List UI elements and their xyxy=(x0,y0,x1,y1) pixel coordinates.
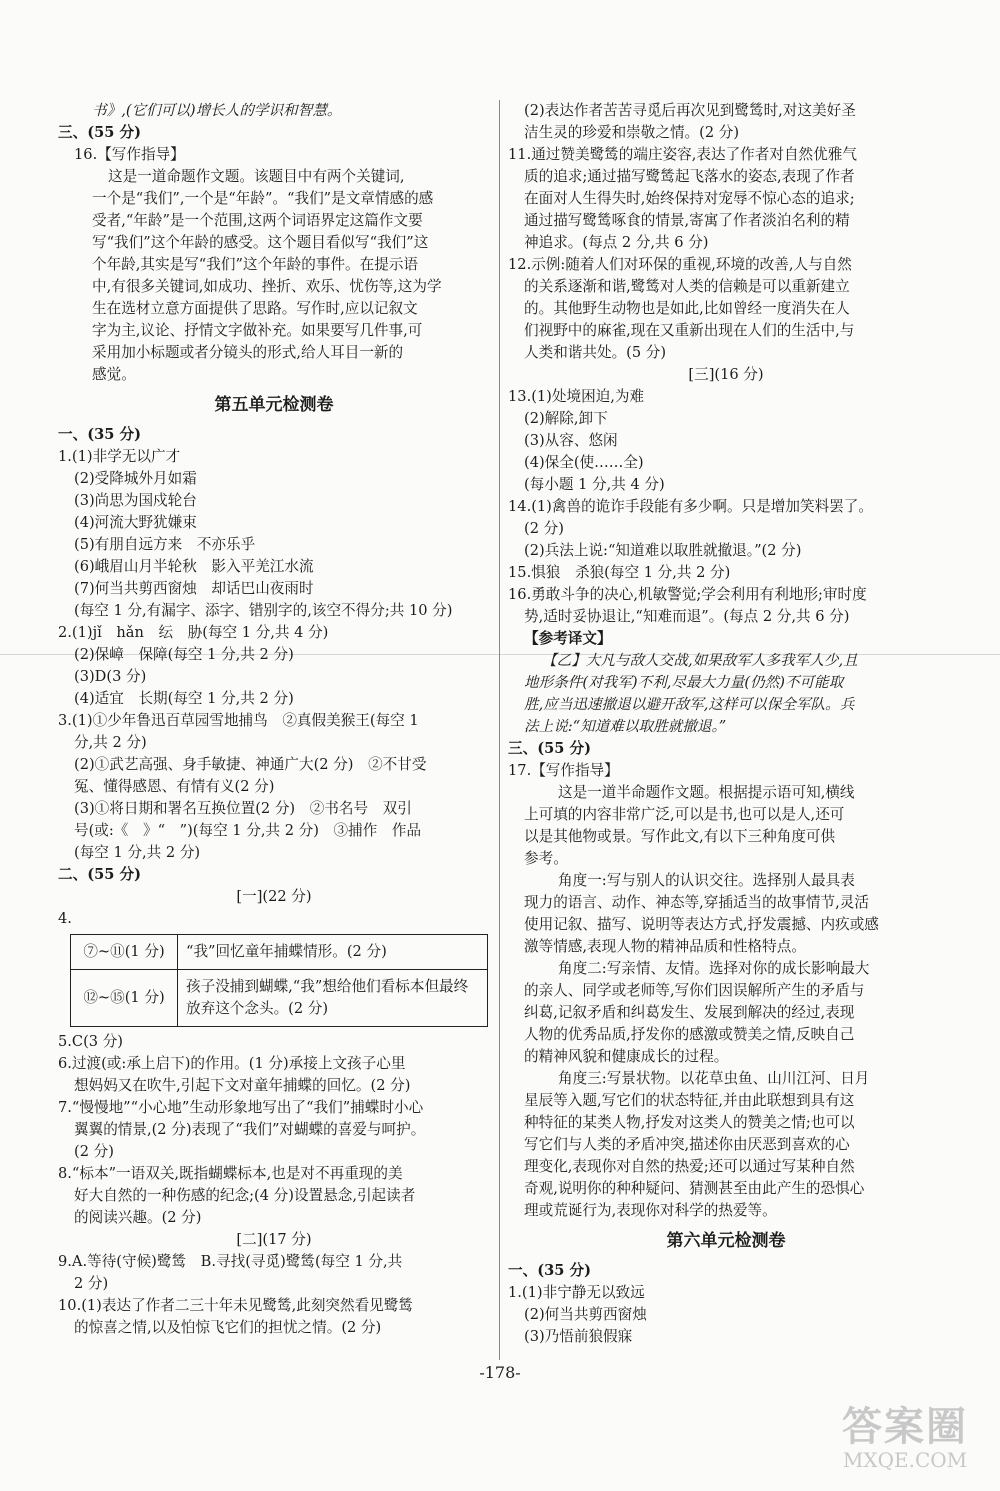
text-line: 种特征的某类人物,抒发对这类人的赞美之情;也可以 xyxy=(524,1114,855,1131)
text-line: 书》,(它们可以)增长人的学识和智慧。 xyxy=(92,102,342,119)
text-line: 这是一道命题作文题。该题目中有两个关键词, xyxy=(108,168,405,185)
text-line: (3)①将日期和署名互换位置(2 分) ②书名号 双引 xyxy=(74,800,412,817)
text-line: 的惊喜之情,以及怕惊飞它们的担忧之情。(2 分) xyxy=(74,1319,382,1336)
text-line: 人物的优秀品质,抒发你的感激或赞美之情,反映自己 xyxy=(524,1026,855,1043)
text-line: 人类和谐共处。(5 分) xyxy=(524,344,667,361)
text-line: 在面对人生得失时,始终保持对宠辱不惊心态的追求; xyxy=(524,190,855,207)
text-line: 激等情感,表现人物的精神品质和性格特点。 xyxy=(524,938,806,955)
text-line: 感觉。 xyxy=(92,366,136,383)
text-line: (2 分) xyxy=(74,1143,114,1160)
text-line: 纠葛,记叙矛盾和纠葛发生、发展到解决的经过,表现 xyxy=(524,1004,855,1021)
text-line: 的亲人、同学或老师等,写你们因误解所产生的矛盾与 xyxy=(524,982,865,999)
text-line: 二、(55 分) xyxy=(58,866,141,883)
text-line: 奇观,说明你的种种疑问、猜测甚至由此产生的恐惧心 xyxy=(524,1180,865,1197)
text-line: 【乙】大凡与敌人交战,如果敌军人多我军人少,且 xyxy=(542,652,858,669)
text-line: 生在选材立意方面提供了思路。写作时,应以记叙文 xyxy=(92,300,418,317)
text-line: 1.(1)非宁静无以致远 xyxy=(508,1284,645,1301)
text-line: (每空 1 分,共 2 分) xyxy=(74,844,201,861)
text-line: (2)兵法上说:“知道难以取胜就撤退。”(2 分) xyxy=(524,542,802,559)
text-line: 16.【写作指导】 xyxy=(74,146,185,163)
text-line: 以是其他物或景。写作此文,有以下三种角度可供 xyxy=(524,828,836,845)
text-line: 个年龄,其实是写“我们”这个年龄的事件。在提示语 xyxy=(92,256,419,273)
text-line: (2 分) xyxy=(524,520,564,537)
text-line: 好大自然的一种伤感的纪念;(4 分)设置悬念,引起读者 xyxy=(74,1187,416,1204)
text-line: 理变化,表现你对自然的热爱;还可以通过写某种自然 xyxy=(524,1158,855,1175)
text-line: 们视野中的麻雀,现在又重新出现在人们的生活中,与 xyxy=(524,322,855,339)
watermark xyxy=(820,1405,990,1471)
text-line: 2.(1)jǐ hǎn 纭 胁(每空 1 分,共 4 分) xyxy=(58,624,329,641)
text-line: (2)何当共剪西窗烛 xyxy=(524,1306,647,1323)
text-line: 三、(55 分) xyxy=(58,124,141,141)
text-line: (2)解除,卸下 xyxy=(524,410,608,427)
text-line: (3)D(3 分) xyxy=(74,668,147,685)
watermark-logo: 答案圈 xyxy=(842,1403,968,1450)
text-line: 写它们与人类的矛盾冲突,描述你由厌恶到喜欢的心 xyxy=(524,1136,850,1153)
text-line: 冤、懂得感恩、有情有义(2 分) xyxy=(74,778,275,795)
text-line: 字为主,议论、抒情文字做补充。如果要写几件事,可 xyxy=(92,322,423,339)
text-line: 角度一:写与别人的认识交往。选择别人最具表 xyxy=(558,872,855,889)
table-cell-range: ⑫~⑮(1 分) xyxy=(71,970,178,1027)
text-line: 一、(35 分) xyxy=(58,426,141,443)
text-line: 分,共 2 分) xyxy=(74,734,147,751)
text-line: 7.“慢慢地”“小心地”生动形象地写出了“我们”捕蝶时小心 xyxy=(58,1099,424,1116)
text-line: 17.【写作指导】 xyxy=(508,762,619,779)
text-line: 【参考译文】 xyxy=(524,630,612,647)
text-line: 11.通过赞美鹭鸶的端庄姿容,表达了作者对自然优雅气 xyxy=(508,146,857,163)
text-line: (2)①武艺高强、身手敏捷、神通广大(2 分) ②不甘受 xyxy=(74,756,427,773)
text-line: 翼翼的情景,(2 分)表现了“我们”对蝴蝶的喜爱与呵护。 xyxy=(74,1121,426,1138)
left-column-text-top xyxy=(58,100,490,930)
text-line: 的关系逐渐和谐,鹭鸶对人类的信赖是可以重新建立 xyxy=(524,278,850,295)
text-line: 地形条件(对我军)不利,尽最大力量(仍然)不可能取 xyxy=(524,674,844,691)
text-line: 4. xyxy=(58,910,72,927)
text-line: 3.(1)①少年鲁迅百草园雪地捕鸟 ②真假美猴王(每空 1 xyxy=(58,712,419,729)
text-line: 法上说:“知道难以取胜就撤退。” xyxy=(524,718,727,735)
text-line: 通过描写鹭鸶啄食的情景,寄寓了作者淡泊名利的精 xyxy=(524,212,850,229)
text-line: 1.(1)非学无以广才 xyxy=(58,448,181,465)
answer-table xyxy=(70,934,488,1027)
text-line: [二](17 分) xyxy=(236,1231,312,1248)
text-line: (5)有朋自远方来 不亦乐乎 xyxy=(74,536,256,553)
text-line: 角度三:写景状物。以花草虫鱼、山川江河、日月 xyxy=(558,1070,870,1087)
text-line: (4)河流大野犹嫌束 xyxy=(74,514,197,531)
section-heading: 第六单元检测卷 xyxy=(666,1231,786,1251)
text-line: 写“我们”这个年龄的感受。这个题目看似写“我们”这 xyxy=(92,234,429,251)
text-line: 一、(35 分) xyxy=(508,1262,591,1279)
text-line: 神追求。(每点 2 分,共 6 分) xyxy=(524,234,709,251)
text-line: 9.A.等待(守候)鹭鸶 B.寻找(寻觅)鹭鸶(每空 1 分,共 xyxy=(58,1253,403,1270)
watermark-url: MXQE.COM xyxy=(842,1448,968,1472)
text-line: (7)何当共剪西窗烛 却话巴山夜雨时 xyxy=(74,580,314,597)
text-line: (2)表达作者苦苦寻觅后再次见到鹭鸶时,对这美好圣 xyxy=(524,102,856,119)
table-cell-range: ⑦~⑪(1 分) xyxy=(71,935,178,970)
text-line: 质的追求;通过描写鹭鸶起飞落水的姿态,表现了作者 xyxy=(524,168,855,185)
text-line: 参考。 xyxy=(524,850,568,867)
text-line: 洁生灵的珍爱和崇敬之情。(2 分) xyxy=(524,124,740,141)
text-line: 的。其他野生动物也是如此,比如曾经一度消失在人 xyxy=(524,300,850,317)
text-line: 6.过渡(或:承上启下)的作用。(1 分)承接上文孩子心里 xyxy=(58,1055,406,1072)
text-line: 角度二:写亲情、友情。选择对你的成长影响最大 xyxy=(558,960,870,977)
right-column-text xyxy=(508,100,944,1348)
text-line: 上可填的内容非常广泛,可以是书,也可以是人,还可 xyxy=(524,806,845,823)
column-divider xyxy=(499,100,500,1360)
text-line: (3)乃悟前狼假寐 xyxy=(524,1328,633,1345)
text-line: [一](22 分) xyxy=(236,888,312,905)
text-line: (2)受降城外月如霜 xyxy=(74,470,197,487)
text-line: 使用记叙、描写、说明等表达方式,抒发震撼、内疚或感 xyxy=(524,916,879,933)
text-line: (3)从容、悠闲 xyxy=(524,432,618,449)
text-line: 的阅读兴趣。(2 分) xyxy=(74,1209,202,1226)
text-line: (6)峨眉山月半轮秋 影入平羌江水流 xyxy=(74,558,314,575)
text-line: 理或荒诞行为,表现你对科学的热爱等。 xyxy=(524,1202,777,1219)
text-line: 5.C(3 分) xyxy=(58,1033,123,1050)
text-line: 中,有很多关键词,如成功、挫折、欢乐、忧伤等,这为学 xyxy=(92,278,442,295)
text-line: 星辰等入题,写它们的状态特征,并由此联想到具有这 xyxy=(524,1092,855,1109)
text-line: (4)保全(使……全) xyxy=(524,454,644,471)
left-column-text-bottom xyxy=(58,1031,490,1339)
text-line: (3)尚思为国戍轮台 xyxy=(74,492,197,509)
table-row xyxy=(71,970,488,1027)
table-cell-content: “我”回忆童年捕蝶情形。(2 分) xyxy=(178,935,488,970)
text-line: 势,适时妥协退让,“知难而退”。(每点 2 分,共 6 分) xyxy=(524,608,850,625)
text-line: 采用加小标题或者分镜头的形式,给人耳目一新的 xyxy=(92,344,404,361)
text-line: 10.(1)表达了作者二三十年未见鹭鸶,此刻突然看见鹭鸶 xyxy=(58,1297,413,1314)
text-line: 15.惧狼 杀狼(每空 1 分,共 2 分) xyxy=(508,564,731,581)
text-line: 2 分) xyxy=(74,1275,109,1292)
text-line: (每空 1 分,有漏字、添字、错别字的,该空不得分;共 10 分) xyxy=(74,602,453,619)
left-column xyxy=(58,100,490,1339)
text-line: 16.勇敢斗争的决心,机敏警觉;学会利用有利地形;审时度 xyxy=(508,586,867,603)
text-line: (4)适宜 长期(每空 1 分,共 2 分) xyxy=(74,690,294,707)
text-line: 一个是“我们”,一个是“年龄”。“我们”是文章情感的感 xyxy=(92,190,434,207)
table-cell-content: 孩子没捕到蝴蝶,“我”想给他们看标本但最终放弃这个念头。(2 分) xyxy=(178,970,488,1027)
right-column xyxy=(508,100,944,1348)
text-line: (每小题 1 分,共 4 分) xyxy=(524,476,665,493)
text-line: 8.“标本”一语双关,既指蝴蝶标本,也是对不再重现的美 xyxy=(58,1165,403,1182)
text-line: 12.示例:随着人们对环保的重视,环境的改善,人与自然 xyxy=(508,256,852,273)
page-number: -178- xyxy=(479,1363,521,1382)
text-line: 13.(1)处境困迫,为难 xyxy=(508,388,645,405)
table-row xyxy=(71,935,488,970)
text-line: [三](16 分) xyxy=(688,366,764,383)
text-line: 这是一道半命题作文题。根据提示语可知,横线 xyxy=(558,784,855,801)
section-heading: 第五单元检测卷 xyxy=(214,395,334,415)
text-line: 的精神风貌和健康成长的过程。 xyxy=(524,1048,729,1065)
text-line: 14.(1)禽兽的诡诈手段能有多少啊。只是增加笑料罢了。 xyxy=(508,498,873,515)
text-line: (2)保嶂 保障(每空 1 分,共 2 分) xyxy=(74,646,294,663)
text-line: 现力的语言、动作、神态等,穿插适当的故事情节,灵活 xyxy=(524,894,869,911)
text-line: 三、(55 分) xyxy=(508,740,591,757)
text-line: 胜,应当迅速撤退以避开敌军,这样可以保全军队。兵 xyxy=(524,696,855,713)
text-line: 想妈妈又在吹牛,引起下文对童年捕蝶的回忆。(2 分) xyxy=(74,1077,411,1094)
text-line: 受者,“年龄”是一个范围,这两个词语界定这篇作文要 xyxy=(92,212,423,229)
text-line: 号(或:《 》“ ”)(每空 1 分,共 2 分) ③捕作 作品 xyxy=(74,822,422,839)
